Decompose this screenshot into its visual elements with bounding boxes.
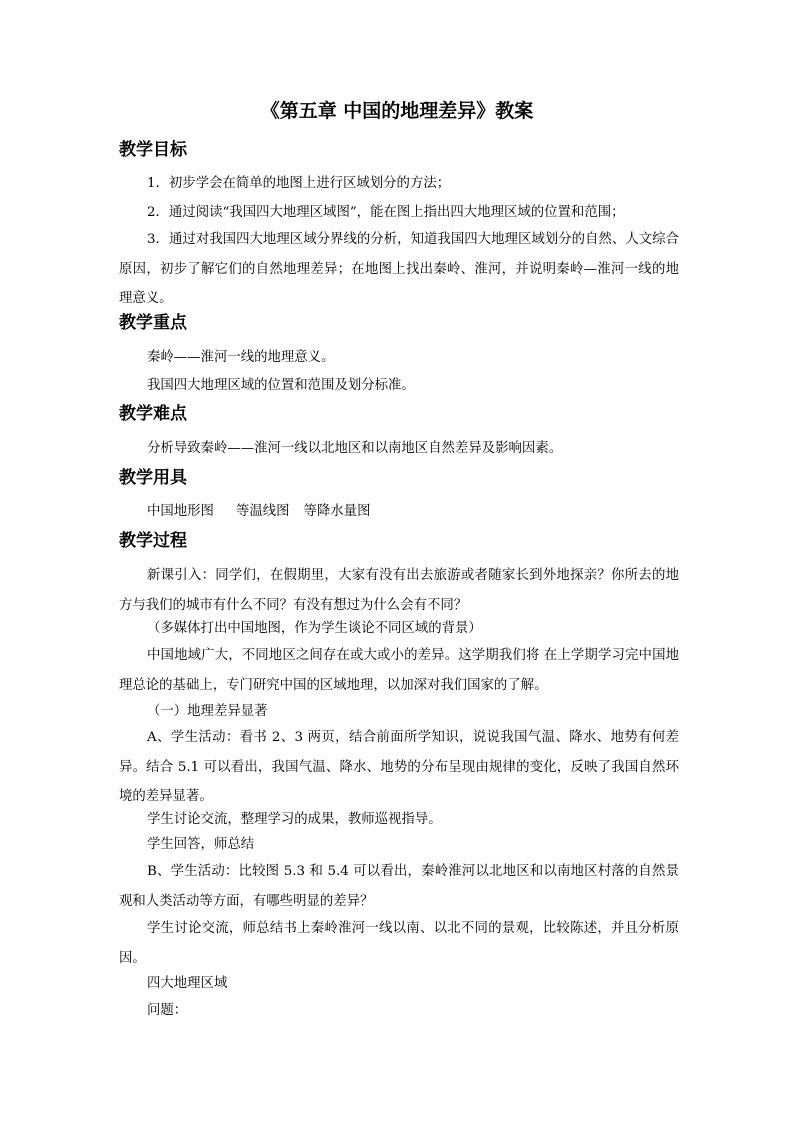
process-paragraph: A、学生活动：看书 2、3 两页，结合前面所学知识，说说我国气温、降水、地势有何差异。结合 5.1 可以看出，我国气温、降水、地势的分布呈现由规律的变化，反映了我国自然环境的差异显著。: [119, 730, 679, 804]
objective-item: 2．通过阅读“我国四大地理区域图”，能在图上指出四大地理区域的位置和范围；: [147, 205, 625, 220]
process-paragraph: 中国地域广大，不同地区之间存在或大或小的差异。这学期我们将 在上学期学习完中国地理总论的基础上，专门研究中国的区域地理，以加深对我们国家的了解。: [119, 648, 679, 693]
process-paragraph: 问题：: [147, 1003, 188, 1018]
objectives-heading: 教学目标: [119, 140, 187, 160]
process-paragraph: 四大地理区域: [147, 976, 228, 991]
process-paragraph: 学生讨论交流，师总结书上秦岭淮河一线以南、以北不同的景观，比较陈述，并且分析原因。: [119, 921, 679, 966]
objective-item: 3．通过对我国四大地理区域分界线的分析，知道我国四大地理区域划分的自然、人文综合原因，初步了解它们的自然地理差异；在地图上找出秦岭、淮河，并说明秦岭—淮河一线的地理意义。: [119, 232, 679, 306]
process-paragraph: （多媒体打出中国地图，作为学生谈论不同区域的背景）: [147, 621, 482, 636]
process-paragraph: 学生回答，师总结: [147, 837, 255, 852]
process-paragraph: 学生讨论交流，整理学习的成果，教师巡视指导。: [147, 812, 442, 827]
difficulties-heading: 教学难点: [119, 404, 187, 424]
tools-heading: 教学用具: [119, 468, 187, 488]
key-point-item: 我国四大地理区域的位置和范围及划分标准。: [147, 378, 415, 393]
process-paragraph: B、学生活动：比较图 5.3 和 5.4 可以看出，秦岭淮河以北地区和以南地区村落的自然景观和人类活动等方面，有哪些明显的差异？: [119, 864, 679, 909]
tool-item: 等温线图: [235, 504, 290, 519]
process-heading: 教学过程: [119, 531, 187, 551]
difficulty-item: 分析导致秦岭——淮河一线以北地区和以南地区自然差异及影响因素。: [147, 441, 563, 456]
objective-item: 1．初步学会在简单的地图上进行区域划分的方法；: [147, 176, 451, 191]
process-paragraph: （一）地理差异显著: [147, 704, 268, 719]
tools-line: [147, 502, 370, 522]
key-point-item: 秦岭——淮河一线的地理意义。: [147, 350, 335, 365]
tool-item: 等降水量图: [303, 504, 371, 519]
document-title: 《第五章 中国的地理差异》教案: [260, 100, 534, 122]
tool-item: 中国地形图: [147, 504, 214, 519]
key-points-heading: 教学重点: [119, 313, 187, 333]
process-paragraph: 新课引入：同学们，在假期里，大家有没有出去旅游或者随家长到外地探亲？你所去的地方与我们的城市有什么不同？有没有想过为什么会有不同？: [119, 568, 679, 613]
